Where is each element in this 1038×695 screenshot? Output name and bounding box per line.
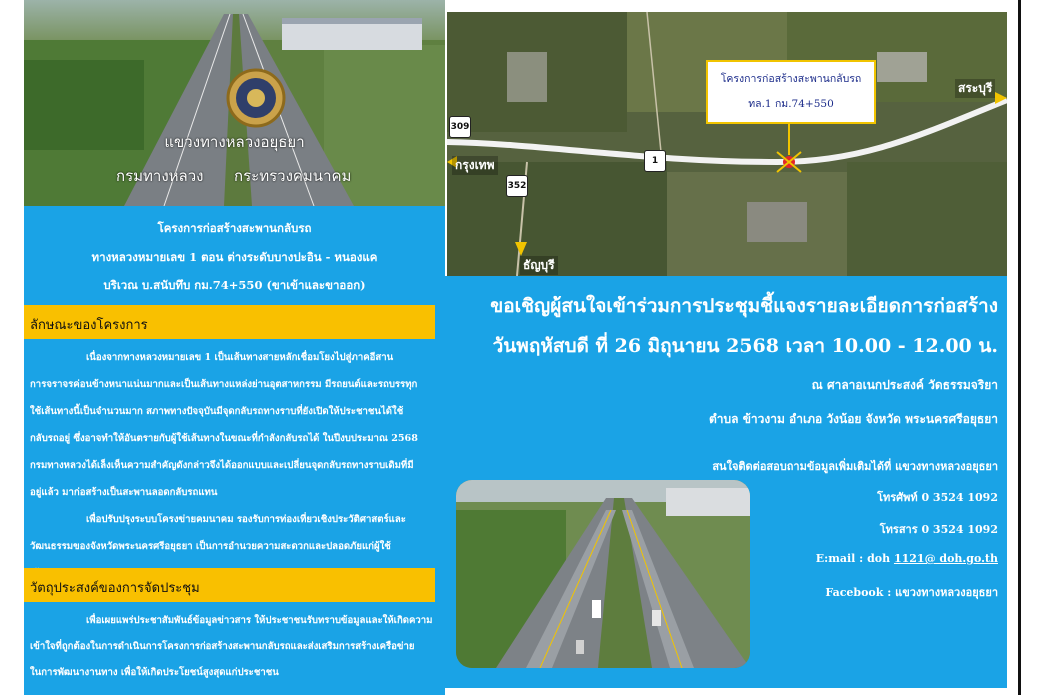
characteristics-line: วัฒนธรรมของจังหวัดพระนครศรีอยุธยา เป็นการอำนวยความสะดวกและปลอดภัยแก่ผู้ใช้ (30, 541, 391, 552)
route-352-shield: 352 (506, 175, 528, 197)
department-overlay: กรมทางหลวง (116, 167, 204, 185)
meeting-venue: ณ ศาลาอเนกประสงค์ วัดธรรมจริยา (811, 378, 998, 392)
invitation-headline: ขอเชิญผู้สนใจเข้าร่วมการประชุมชี้แจงรายละเอียดการก่อสร้าง (490, 295, 998, 317)
objective-line: ในการพัฒนางานทาง เพื่อให้เกิดประโยชน์สูงสุดแก่ประชาชน (30, 667, 279, 678)
direction-thanyaburi: ธัญบุรี (520, 256, 558, 275)
contact-facebook: Facebook : แขวงทางหลวงอยุธยา (825, 586, 998, 599)
location-map (447, 12, 1007, 276)
project-location: บริเวณ บ.สนับทึบ กม.74+550 (ขาเข้าและขาออก) (103, 278, 366, 292)
characteristics-line: กลับรถอยู่ ซึ่งอาจทำให้อันตรายกับผู้ใช้เส้นทางในขณะที่กำลังกลับรถได้ ในปีงบประมาณ 2568 (30, 433, 418, 444)
callout-project-name: โครงการก่อสร้างสะพานกลับรถ (720, 73, 862, 85)
office-name-overlay: แขวงทางหลวงอยุธยา (164, 133, 305, 151)
email-label: E:mail : doh (815, 552, 891, 565)
objective-line: เข้าใจที่ถูกต้องในการดำเนินการโครงการก่อสร้างสะพานกลับรถและส่งเสริมการสร้างเครือข่าย (30, 641, 415, 652)
characteristics-line: อยู่แล้ว มาก่อสร้างเป็นสะพานลอดกลับรถแทน (30, 487, 218, 498)
project-info-panel (24, 206, 445, 695)
project-title: โครงการก่อสร้างสะพานกลับรถ (157, 221, 312, 235)
highway-aerial-photo (24, 0, 445, 206)
project-highway: ทางหลวงหมายเลข 1 ตอน ต่างระดับบางปะอิน - หนองแค (91, 250, 378, 264)
page-edge-border (1018, 0, 1021, 695)
callout-km: ทล.1 กม.74+550 (748, 98, 834, 110)
meeting-datetime: วันพฤหัสบดี ที่ 26 มิถุนายน 2568 เวลา 10.00 - 12.00 น. (492, 335, 998, 357)
characteristics-line: การจราจรค่อนข้างหนาแน่นมากและเป็นเส้นทางแหล่งย่านอุตสาหกรรม มีรถยนต์และรถบรรทุก (30, 379, 418, 390)
project-location-callout (706, 60, 876, 124)
characteristics-line: กรมทางหลวงได้เล็งเห็นความสำคัญดังกล่าวจึงได้ออกแบบและเปลี่ยนจุดกลับรถทางราบเดิมที่มี (30, 460, 414, 471)
characteristics-line: เนื่องจากทางหลวงหมายเลข 1 เป็นเส้นทางสายหลักเชื่อมโยงไปสู่ภาคอีสาน (86, 352, 394, 363)
direction-saraburi: สระบุรี (955, 79, 995, 98)
objective-paragraph (30, 608, 446, 686)
route-309-shield: 309 (449, 116, 471, 138)
objective-heading: วัตถุประสงค์ของการจัดประชุม (30, 581, 200, 596)
email-link[interactable]: 1121@ doh.go.th (893, 552, 998, 565)
route-1-shield: 1 (644, 150, 666, 172)
ministry-overlay: กระทรวงคมนาคม (234, 167, 352, 185)
direction-bangkok: กรุงเทพ (452, 156, 498, 175)
characteristics-line: เพื่อปรับปรุงระบบโครงข่ายคมนาคม รองรับการท่องเที่ยวเชิงประวัติศาสตร์และ (86, 514, 406, 525)
meeting-address: ตำบล ข้าวงาม อำเภอ วังน้อย จังหวัด พระนครศรีอยุธยา (709, 412, 998, 426)
satellite-map-illustration (447, 12, 1007, 276)
characteristics-heading-band (24, 305, 445, 339)
overpass-rendering-photo (456, 480, 750, 668)
objective-line: เพื่อเผยแพร่ประชาสัมพันธ์ข้อมูลข่าวสาร ให้ประชาชนรับทราบข้อมูลและให้เกิดความ (86, 615, 433, 626)
objective-heading-band (24, 568, 445, 602)
contact-intro: สนใจติดต่อสอบถามข้อมูลเพิ่มเติมได้ที่ แขวงทางหลวงอยุธยา (712, 460, 998, 473)
characteristics-line: ใช้เส้นทางนี้เป็นจำนวนมาก สภาพทางปัจจุบันมีจุดกลับรถทางราบที่ยังเปิดให้ประชาชนได้ใช้ (30, 406, 404, 417)
characteristics-paragraph (30, 344, 446, 587)
contact-phone: โทรศัพท์ 0 3524 1092 (877, 491, 998, 504)
characteristics-heading: ลักษณะของโครงการ (30, 318, 148, 333)
overpass-rendering-illustration (456, 480, 750, 668)
contact-fax: โทรสาร 0 3524 1092 (879, 523, 998, 536)
contact-email (816, 552, 998, 565)
